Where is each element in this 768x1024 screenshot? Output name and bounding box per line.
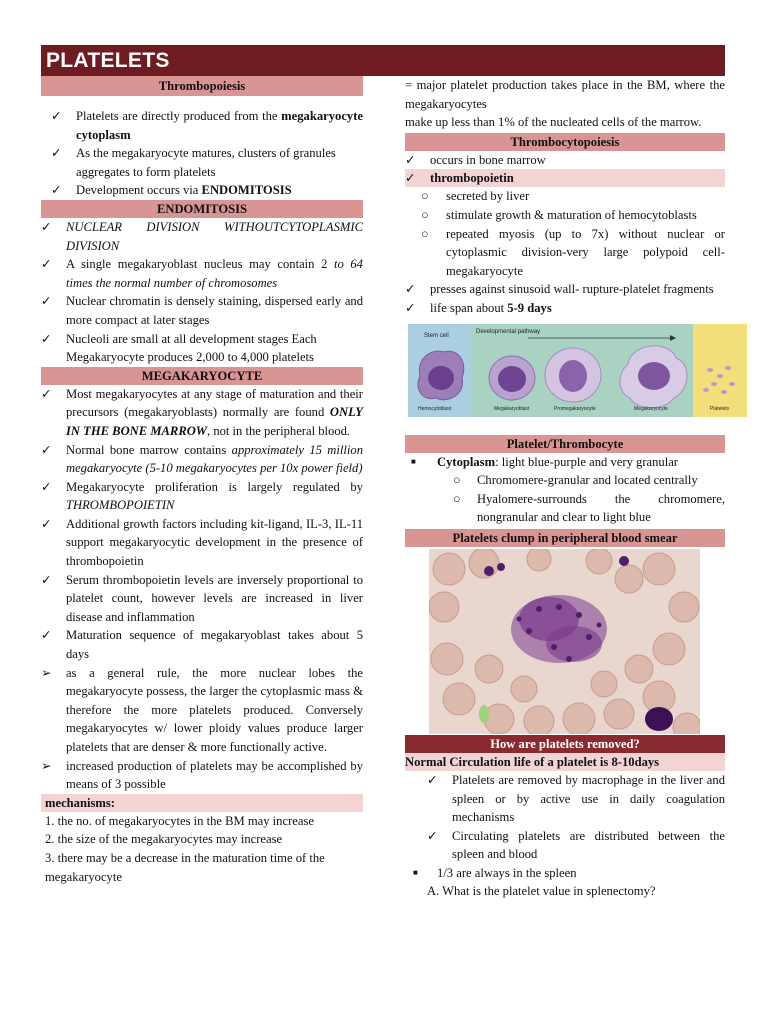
list-item	[405, 490, 725, 527]
intro-text: = major platelet production takes place in the BM, where the megakaryocytes	[405, 78, 725, 111]
how-removed-header: How are platelets removed?	[405, 735, 725, 753]
item-text: A single megakaryoblast nucleus may contain 2	[66, 257, 334, 272]
blood-smear-image	[429, 549, 700, 734]
title-bar	[41, 45, 725, 76]
circulation-life-header: Normal Circulation life of a platelet is 8-10days	[405, 753, 725, 771]
item-text: Normal bone marrow contains	[66, 442, 232, 457]
circle-bullet-icon: ○	[421, 189, 429, 204]
square-bullet-icon: ■	[413, 867, 418, 877]
item-bold-text: megakaryocyte cytoplasm	[76, 109, 363, 142]
megakaryocyte-list	[41, 385, 363, 794]
arrow-bullet-icon: ➢	[41, 758, 52, 773]
right-column	[405, 76, 730, 901]
check-icon: ✓	[405, 152, 416, 167]
list-item	[405, 453, 725, 472]
item-text: Maturation sequence of megakaryoblast takes about 5 days	[66, 628, 363, 662]
removed-list	[405, 771, 725, 864]
item-text: : light blue-purple and very granular	[495, 454, 678, 469]
check-icon: ✓	[427, 772, 438, 787]
check-icon: ✓	[405, 171, 416, 186]
list-item	[41, 292, 363, 329]
circle-bullet-icon: ○	[453, 473, 461, 488]
megakaryocyte-header: MEGAKARYOCYTE	[41, 367, 363, 385]
list-item	[41, 478, 363, 515]
item-text: as a general rule, the more nuclear lobes the megakaryocyte possess, the larger the cytoplasmic mass & therefore the more platelets produced. Conversely megakaryocytes w/ lower ploidy values produce larger platelets that are denser & more functionally active.	[66, 665, 363, 754]
item-text: Additional growth factors including kit-ligand, IL-3, IL-11 support megakaryocytic development in the presence of thrombopoietin	[66, 516, 363, 569]
check-icon: ✓	[427, 828, 438, 843]
check-icon: ✓	[41, 572, 52, 587]
item-text: Platelets are directly produced from the	[76, 109, 282, 123]
check-icon: ✓	[405, 300, 416, 315]
item-text: secreted by liver	[446, 189, 530, 204]
check-icon: ✓	[51, 146, 62, 161]
thrombocytopoiesis-header: Thrombocytopoiesis	[405, 133, 725, 151]
item-text: occurs in bone marrow	[430, 152, 546, 167]
item-text: , not in the peripheral blood.	[207, 423, 351, 438]
pathway-label: Developmental pathway	[476, 328, 541, 335]
list-item	[405, 280, 725, 299]
item-italic-text: THROMBOPOIETIN	[66, 498, 175, 513]
list-item	[405, 864, 725, 883]
check-icon: ✓	[41, 219, 52, 234]
item-text: Hyalomere-surrounds the chromomere, nongranular and clear to light blue	[477, 491, 725, 525]
list-item	[41, 385, 363, 441]
check-icon: ✓	[51, 183, 62, 198]
list-item	[41, 181, 363, 200]
list-item	[405, 299, 725, 318]
list-item	[405, 827, 725, 864]
mechanisms-list	[41, 812, 363, 886]
item-text: Development occurs via	[76, 183, 202, 198]
item-bold-text: ENDOMITOSIS	[201, 183, 292, 198]
item-text: NUCLEAR DIVISION WITHOUTCYTOPLASMIC DIVISION	[66, 219, 363, 253]
check-icon: ✓	[51, 109, 62, 123]
check-icon: ✓	[41, 628, 52, 643]
check-icon: ✓	[405, 282, 416, 297]
list-item: 2. the size of the megakaryocytes may increase	[45, 832, 283, 847]
check-icon: ✓	[41, 479, 52, 494]
caption-megakaryoblast: Megakaryoblast	[494, 405, 530, 412]
item-text: presses against sinusoid wall- rupture-platelet fragments	[430, 282, 714, 297]
list-item	[41, 330, 363, 367]
item-bold-text: Cytoplasm	[437, 454, 496, 469]
item-text: Nuclear chromatin is densely staining, dispersed early and more compact at later stages	[66, 294, 363, 327]
circle-bullet-icon: ○	[421, 226, 429, 241]
page-title: PLATELETS	[46, 49, 170, 72]
check-icon: ✓	[41, 516, 52, 531]
list-item	[41, 441, 363, 478]
list-item	[41, 757, 363, 794]
thrombopoietin-sublist	[405, 187, 725, 280]
list-item: 3. there may be a decrease in the maturation time of the megakaryocyte	[45, 850, 325, 884]
pathway-illustration	[408, 324, 747, 417]
item-italic-text: to 64 times the normal number of chromosomes	[66, 257, 363, 290]
item-text: repeated myosis (up to 7x) without nuclear or cytoplasmic division-very large polypoid cell-megakaryocyte	[446, 226, 725, 278]
caption-megakaryocyte: Megakaryocyte	[634, 405, 668, 412]
list-item	[41, 664, 363, 757]
list-item	[405, 187, 725, 206]
platelet-thrombocyte-header: Platelet/Thrombocyte	[405, 435, 725, 453]
list-item	[405, 771, 725, 827]
item-text: Serum thrombopoietin levels are inversely proportional to platelet count, however levels are increased in liver disease and inflammation	[66, 572, 363, 624]
list-item	[41, 218, 363, 255]
list-item	[41, 626, 363, 663]
item-text: Circulating platelets are distributed between the spleen and blood	[452, 828, 725, 862]
item-text: Nucleoli are small at all development stages Each Megakaryocyte produces 2,000 to 4,000 platelets	[66, 331, 317, 365]
intro-text-2: make up less than 1% of the nucleated cells of the marrow.	[405, 115, 702, 130]
endomitosis-list	[41, 218, 363, 367]
item-text: Platelets are removed by macrophage in the liver and spleen or by active use in daily coagulation mechanisms	[452, 772, 725, 825]
item-bold-text: 5-9 days	[507, 300, 552, 315]
megakaryocyte-pathway-figure	[408, 324, 747, 417]
list-item	[41, 571, 363, 627]
item-text: stimulate growth & maturation of hemocytoblasts	[446, 207, 697, 222]
list-item	[405, 225, 725, 281]
list-item	[405, 206, 725, 225]
item-text: As the megakaryocyte matures, clusters of granules aggregates to form platelets	[76, 146, 336, 179]
caption-promegakaryocyte: Promegakaryocyte	[554, 405, 596, 412]
item-text: Megakaryocyte proliferation is largely regulated by	[66, 479, 363, 494]
list-item	[41, 144, 363, 181]
item-bold-text: ONLY IN THE BONE MARROW	[66, 405, 363, 438]
check-icon: ✓	[41, 386, 52, 401]
list-item	[405, 169, 725, 187]
arrow-bullet-icon: ➢	[41, 665, 52, 680]
item-text: life span about	[430, 300, 508, 315]
list-item	[41, 107, 363, 144]
splenectomy-question: A. What is the platelet value in splenectomy?	[427, 884, 656, 899]
stem-cell-label: Stem cell	[424, 332, 449, 339]
item-text: Most megakaryocytes at any stage of maturation and their precursors (megakaryoblasts) normally are found	[66, 386, 363, 420]
list-item	[405, 471, 725, 490]
check-icon: ✓	[41, 294, 52, 309]
check-icon: ✓	[41, 442, 52, 457]
list-item	[405, 151, 725, 170]
item-bold-text: thrombopoietin	[430, 171, 514, 186]
circle-bullet-icon: ○	[453, 491, 461, 506]
item-text: Chromomere-granular and located centrally	[477, 473, 698, 488]
caption-hemocytoblast: Hemocytoblast	[418, 405, 452, 412]
list-item: 1. the no. of megakaryocytes in the BM may increase	[45, 813, 314, 828]
mechanisms-header: mechanisms:	[41, 794, 363, 812]
item-text: 1/3 are always in the spleen	[437, 865, 577, 880]
left-column	[41, 76, 363, 886]
thrombopoiesis-header: Thrombopoiesis	[41, 76, 363, 96]
blood-smear-illustration	[429, 549, 700, 734]
list-item	[41, 255, 363, 292]
platelet-clump-header: Platelets clump in peripheral blood smear	[405, 529, 725, 547]
circle-bullet-icon: ○	[421, 207, 429, 222]
caption-platelets: Platelets	[710, 405, 730, 412]
item-italic-text: approximately 15 million megakaryocyte (5-10 megakaryocytes per 10x power field)	[66, 442, 363, 476]
check-icon: ✓	[41, 331, 52, 346]
thrombopoiesis-list	[41, 107, 363, 200]
endomitosis-header: ENDOMITOSIS	[41, 200, 363, 218]
check-icon: ✓	[41, 257, 52, 272]
square-bullet-icon: ■	[411, 456, 416, 466]
item-text: increased production of platelets may be accomplished by means of 3 possible	[66, 758, 363, 792]
list-item	[41, 515, 363, 571]
